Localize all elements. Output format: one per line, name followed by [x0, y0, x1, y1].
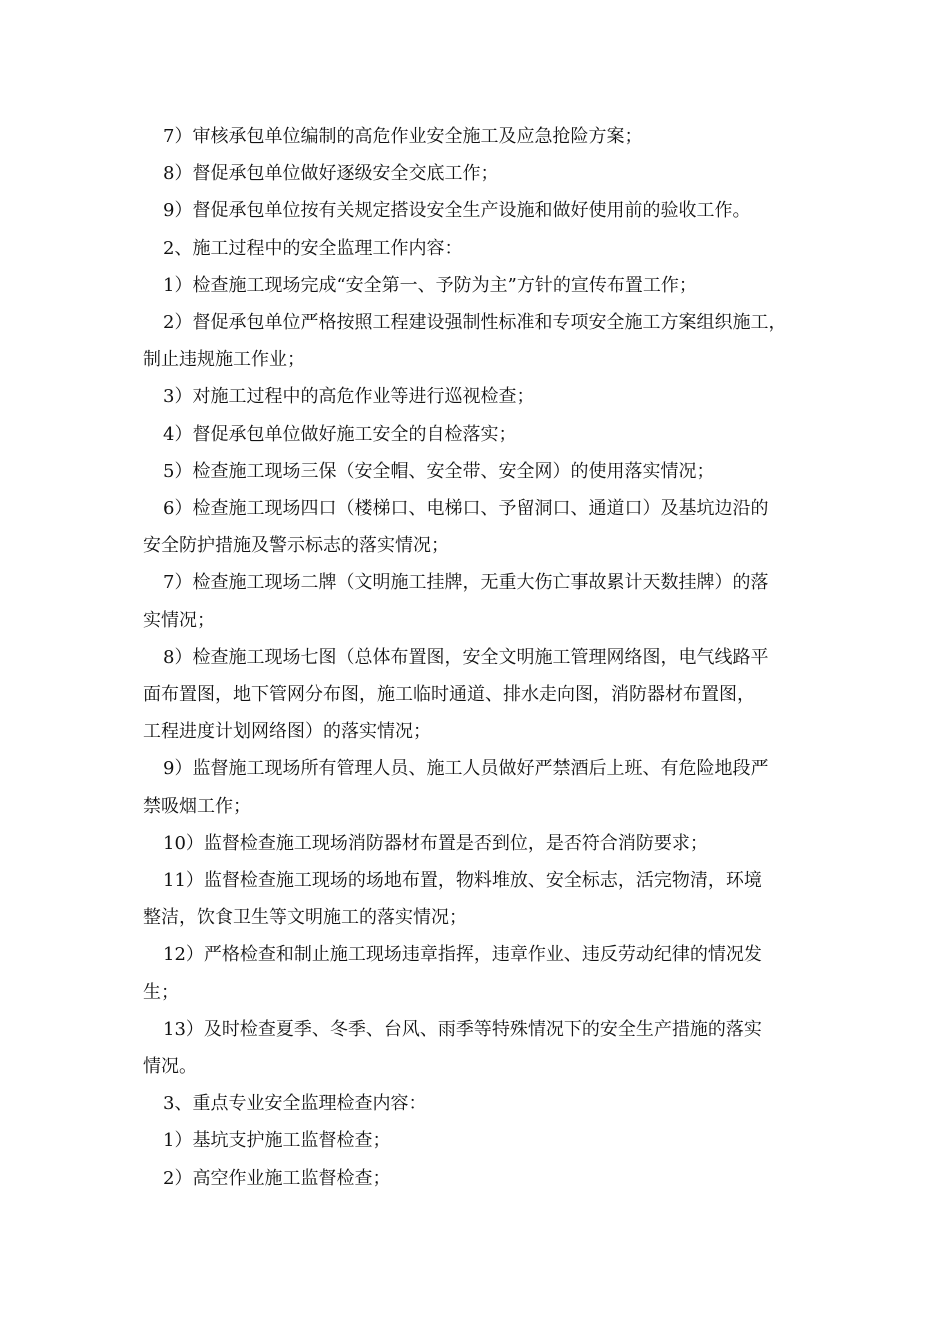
paragraph-line: 情况。 [143, 1056, 197, 1078]
paragraph-line: 6）检查施工现场四口（楼梯口、电梯口、予留洞口、通道口）及基坑边沿的 [163, 498, 769, 520]
paragraph-line: 1）基坑支护施工监督检查； [163, 1130, 391, 1152]
paragraph-line: 工程进度计划网络图）的落实情况； [143, 721, 431, 743]
paragraph-line: 8）检查施工现场七图（总体布置图，安全文明施工管理网络图，电气线路平 [163, 646, 769, 668]
paragraph-line: 禁吸烟工作； [143, 795, 251, 817]
paragraph [143, 1011, 815, 1085]
paragraph-line: 11）监督检查施工现场的场地布置，物料堆放、安全标志，活完物清，环境 [163, 870, 762, 892]
paragraph [143, 192, 815, 229]
document-body [143, 118, 815, 1197]
paragraph [143, 639, 815, 751]
paragraph-line: 12）严格检查和制止施工现场违章指挥，违章作业、违反劳动纪律的情况发 [163, 944, 762, 966]
paragraph [143, 1085, 815, 1122]
paragraph-line: 制止违规施工作业； [143, 349, 305, 371]
paragraph [143, 118, 815, 155]
paragraph-line: 2）督促承包单位严格按照工程建设强制性标准和专项安全施工方案组织施工， [163, 312, 787, 334]
paragraph [143, 155, 815, 192]
paragraph-line: 7）检查施工现场二牌（文明施工挂牌，无重大伤亡事故累计天数挂牌）的落 [163, 572, 769, 594]
paragraph [143, 936, 815, 1010]
paragraph-line: 9）监督施工现场所有管理人员、施工人员做好严禁酒后上班、有危险地段严 [163, 758, 769, 780]
paragraph [143, 1122, 815, 1159]
paragraph-line: 1）检查施工现场完成“安全第一、予防为主”方针的宣传布置工作； [163, 274, 697, 296]
paragraph-line: 8）督促承包单位做好逐级安全交底工作； [163, 163, 499, 185]
paragraph [143, 304, 815, 378]
paragraph-line: 10）监督检查施工现场消防器材布置是否到位，是否符合消防要求； [163, 832, 708, 854]
paragraph-line: 2）高空作业施工监督检查； [163, 1167, 391, 1189]
paragraph [143, 378, 815, 415]
paragraph-line: 3、重点专业安全监理检查内容： [163, 1093, 427, 1115]
paragraph [143, 453, 815, 490]
paragraph [143, 564, 815, 638]
paragraph-line: 7）审核承包单位编制的高危作业安全施工及应急抢险方案； [163, 126, 643, 147]
paragraph [143, 230, 815, 267]
paragraph [143, 416, 815, 453]
paragraph-line: 5）检查施工现场三保（安全帽、安全带、安全网）的使用落实情况； [163, 460, 715, 482]
paragraph-line: 3）对施工过程中的高危作业等进行巡视检查； [163, 386, 535, 408]
paragraph-line: 安全防护措施及警示标志的落实情况； [143, 535, 449, 557]
paragraph-line: 9）督促承包单位按有关规定搭设安全生产设施和做好使用前的验收工作。 [163, 200, 751, 222]
paragraph-line: 生； [143, 981, 179, 1003]
paragraph [143, 490, 815, 564]
paragraph-line: 整洁，饮食卫生等文明施工的落实情况； [143, 907, 467, 929]
paragraph [143, 1160, 815, 1197]
paragraph-line: 面布置图，地下管网分布图，施工临时通道、排水走向图，消防器材布置图， [143, 684, 755, 706]
paragraph [143, 750, 815, 824]
paragraph [143, 825, 815, 862]
paragraph-line: 实情况； [143, 609, 215, 631]
paragraph [143, 267, 815, 304]
paragraph-line: 2、施工过程中的安全监理工作内容： [163, 237, 463, 259]
paragraph-line: 4）督促承包单位做好施工安全的自检落实； [163, 423, 517, 445]
paragraph [143, 862, 815, 936]
paragraph-line: 13）及时检查夏季、冬季、台风、雨季等特殊情况下的安全生产措施的落实 [163, 1018, 762, 1040]
